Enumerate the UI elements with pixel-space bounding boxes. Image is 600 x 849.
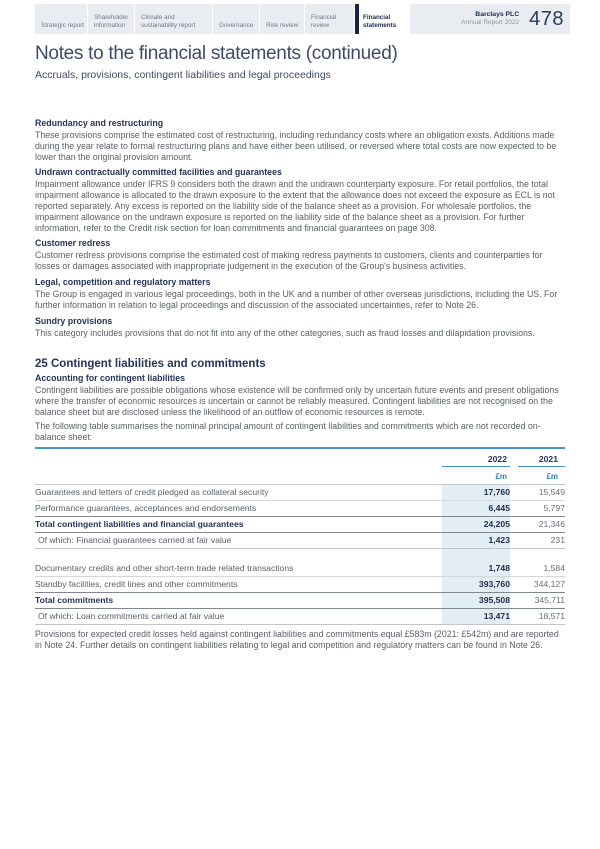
empty-unit-cell — [35, 469, 442, 484]
row-value-2022: 6,445 — [442, 500, 510, 516]
table-row — [35, 608, 565, 624]
empty-header-cell — [35, 448, 442, 469]
section-body-redundancy: These provisions comprise the estimated cost of restructuring, including redundancy costs where an obligation exists. Additions made during the year relate to formal restructuring plans and have either been utilised, or reversed where total costs are now expected to be lower than the original provision amount. — [35, 130, 557, 162]
table-unit-row — [35, 469, 565, 484]
report-section-tabstrip — [35, 4, 570, 34]
row-value-2021: 18,571 — [510, 608, 565, 624]
row-value-2021: 5,797 — [510, 500, 565, 516]
tab-label: Risk review — [266, 21, 299, 29]
row-label: Standby facilities, credit lines and other commitments — [35, 576, 442, 592]
year-2022-header: 2022 — [442, 448, 510, 469]
row-value-2022: 395,508 — [442, 592, 510, 608]
tab-label: Strategic report — [41, 21, 85, 29]
row-value-2021: 15,549 — [510, 484, 565, 500]
table-row — [35, 532, 565, 548]
row-value-2021: 345,711 — [510, 592, 565, 608]
tab-risk-review[interactable] — [260, 4, 305, 34]
row-value-2021: 1,584 — [510, 561, 565, 577]
table-year-header-row — [35, 448, 565, 469]
row-value-2022: 13,471 — [442, 608, 510, 624]
row-value-2022: 393,760 — [442, 576, 510, 592]
brand-report-title: Annual Report 2022 — [461, 19, 520, 26]
row-label: Of which: Loan commitments carried at fair value — [35, 608, 442, 624]
table-row — [35, 484, 565, 500]
row-value-2021: 231 — [510, 532, 565, 548]
unit-2021: £m — [510, 469, 565, 484]
contingent-liabilities-table — [35, 447, 565, 625]
unit-2022: £m — [442, 469, 510, 484]
row-value-2022: 17,760 — [442, 484, 510, 500]
section-heading-customer-redress: Customer redress — [35, 238, 111, 249]
tab-label: Shareholder information — [94, 14, 129, 29]
page-title: Notes to the financial statements (continued) — [35, 43, 398, 64]
row-value-2021: 21,346 — [510, 516, 565, 532]
section-heading-sundry-provisions: Sundry provisions — [35, 315, 113, 326]
row-label: Of which: Financial guarantees carried at fair value — [35, 532, 442, 548]
table-row — [35, 576, 565, 592]
section-heading-legal-matters: Legal, competition and regulatory matters — [35, 276, 211, 287]
row-label: Total commitments — [35, 592, 442, 608]
page-number: 478 — [529, 7, 564, 30]
page-subtitle: Accruals, provisions, contingent liabilities and legal proceedings — [35, 69, 331, 81]
tab-label: Financial statements — [363, 14, 397, 29]
brand-block — [461, 11, 519, 27]
tab-financial-statements-active[interactable] — [355, 4, 410, 34]
note-25-subheading: Accounting for contingent liabilities — [35, 373, 186, 384]
tab-climate-sustainability-report[interactable] — [135, 4, 213, 34]
section-body-sundry-provisions: This category includes provisions that do not fit into any of the other categories, such as fraud losses and dilapidation provisions. — [35, 327, 535, 338]
row-label: Documentary credits and other short-term trade related transactions — [35, 561, 442, 577]
tab-governance[interactable] — [213, 4, 260, 34]
row-value-2022: 1,423 — [442, 532, 510, 548]
tab-label: Financial review — [311, 14, 337, 29]
tab-financial-review[interactable] — [305, 4, 355, 34]
table-row-total-commitments — [35, 592, 565, 608]
section-heading-redundancy: Redundancy and restructuring — [35, 118, 164, 128]
section-body-customer-redress: Customer redress provisions comprise the estimated cost of making redress payments to customers, clients and counterparties for losses or damages associated with inappropriate judgement in the execution of the Group's business activities. — [35, 250, 543, 272]
table-spacer-row — [35, 548, 565, 561]
row-value-2022: 1,748 — [442, 561, 510, 577]
note-25-section — [35, 358, 565, 442]
table-row — [35, 500, 565, 516]
provisions-sections — [35, 118, 565, 650]
note-25-heading: 25 Contingent liabilities and commitments — [35, 358, 266, 371]
section-heading-undrawn-facilities: Undrawn contractually committed facilities and guarantees — [35, 167, 282, 178]
strip-brand-area — [410, 4, 570, 34]
tab-label: Governance — [219, 21, 254, 29]
row-label: Performance guarantees, acceptances and endorsements — [35, 500, 442, 516]
tab-shareholder-information[interactable] — [88, 4, 135, 34]
table-row — [35, 561, 565, 577]
section-body-undrawn-facilities: Impairment allowance under IFRS 9 considers both the drawn and the undrawn counterparty exposure. For retail portfolios, the total impairment allowance is allocated to the drawn exposure to the extent that the allowance does not exceed the exposure as ECL is not reported separately. Any excess is reported on the liability side of the balance sheet as a provision. For wholesale portfolios, the impairment allowance on the undrawn exposure is reported on the liability side of the balance sheet as a provision. For further information, refer to the Credit risk section for loan commitments and financial guarantees on page 308. — [35, 179, 555, 233]
tab-label: Climate and sustainability report — [141, 14, 196, 29]
table-row-total-contingent — [35, 516, 565, 532]
row-value-2021: 344,127 — [510, 576, 565, 592]
row-label: Guarantees and letters of credit pledged as collateral security — [35, 484, 442, 500]
row-label: Total contingent liabilities and financial guarantees — [35, 516, 442, 532]
tab-strategic-report[interactable] — [35, 4, 88, 34]
year-2021-header: 2021 — [510, 448, 565, 469]
note-25-para-1: Contingent liabilities are possible obligations whose existence will be confirmed only by uncertain future events and present obligations where the transfer of economic resources is uncertain or cannot be reliably measured. Contingent liabilities are not recognised on the balance sheet but are disclosed unless the likelihood of an outflow of economic resources is remote. — [35, 385, 559, 417]
section-body-legal-matters: The Group is engaged in various legal proceedings, both in the UK and a number of other overseas jurisdictions, including the US. For further information in relation to legal proceedings and discussion of the associated uncertainties, refer to Note 26. — [35, 288, 558, 310]
spacer-highlight-cell — [442, 548, 510, 561]
note-25-para-2: The following table summarises the nominal principal amount of contingent liabilities and commitments which are not recorded on-balance sheet: — [35, 420, 541, 442]
brand-name: Barclays PLC — [475, 11, 520, 18]
table-footnote: Provisions for expected credit losses held against contingent liabilities and commitments equal £583m (2021: £542m) and are reported in Note 24. Further details on contingent liabilities relating to legal and competition and regulatory matters can be found in Note 26. — [35, 628, 559, 650]
row-value-2022: 24,205 — [442, 516, 510, 532]
